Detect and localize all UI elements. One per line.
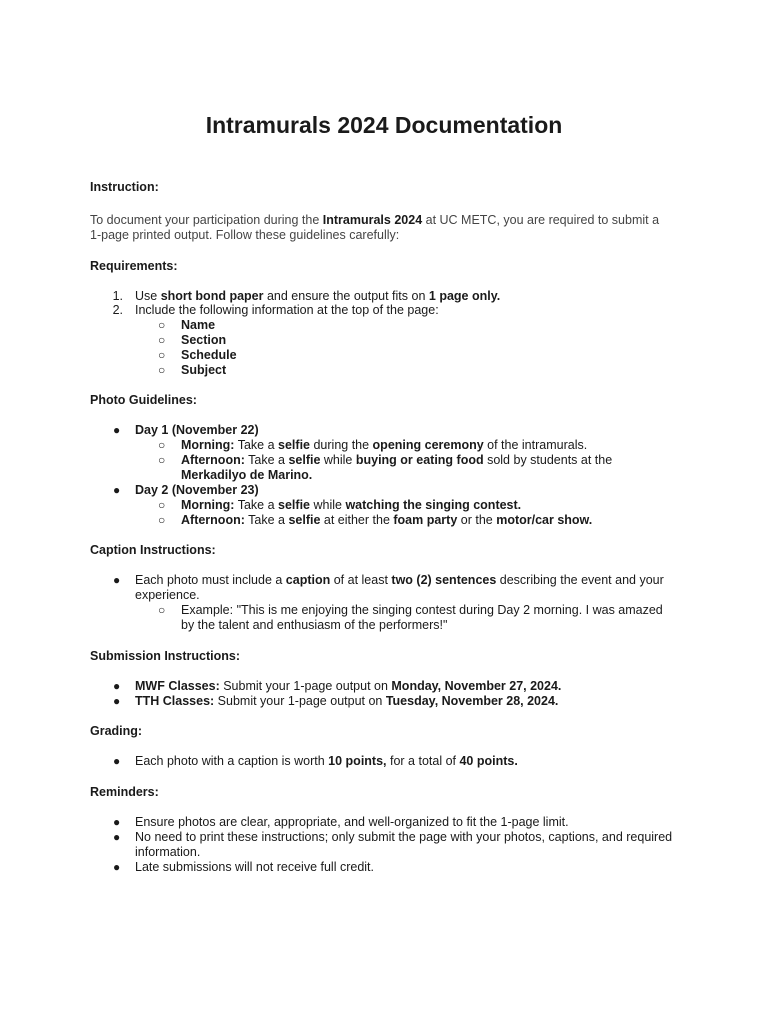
bullet-icon: ● [113, 694, 121, 708]
sub-item: Name [181, 318, 216, 332]
day-1-afternoon-cont: Merkadilyo de Marino. [181, 468, 313, 482]
tth-item: TTH Classes: Submit your 1-page output on Tuesday, November 28, 2024. [135, 694, 559, 708]
reminder-item-3: Late submissions will not receive full credit. [135, 860, 374, 874]
sub-item: Section [181, 333, 227, 347]
instruction-line-1: To document your participation during the Intramurals 2024 at UC METC, you are required to submit a [90, 213, 660, 227]
requirement-item-1: Use short bond paper and ensure the output fits on 1 page only. [135, 289, 501, 303]
reminder-item-1: Ensure photos are clear, appropriate, and well-organized to fit the 1-page limit. [135, 815, 569, 829]
bullet-icon: ● [113, 423, 121, 437]
list-number: 2. [112, 303, 123, 317]
circle-bullet-icon: ○ [158, 348, 166, 362]
photo-guidelines-heading: Photo Guidelines: [90, 393, 197, 407]
bullet-icon: ● [113, 830, 121, 844]
circle-bullet-icon: ○ [158, 333, 166, 347]
sub-item: Subject [181, 363, 227, 377]
bullet-icon: ● [113, 679, 121, 693]
caption-example: Example: "This is me enjoying the singing contest during Day 2 morning. I was amazed [181, 603, 663, 617]
circle-bullet-icon: ○ [158, 438, 166, 452]
mwf-item: MWF Classes: Submit your 1-page output on Monday, November 27, 2024. [135, 679, 562, 693]
day-1-morning: Morning: Take a selfie during the opening ceremony of the intramurals. [181, 438, 588, 452]
bullet-icon: ● [113, 754, 121, 768]
bullet-icon: ● [113, 815, 121, 829]
reminder-item-2: No need to print these instructions; only submit the page with your photos, captions, and required [135, 830, 673, 844]
submission-heading: Submission Instructions: [90, 649, 241, 663]
bullet-icon: ● [113, 573, 121, 587]
sub-item: Schedule [181, 348, 237, 362]
day-2-afternoon: Afternoon: Take a selfie at either the foam party or the motor/car show. [181, 513, 593, 527]
caption-item-cont: experience. [135, 588, 200, 602]
caption-heading: Caption Instructions: [90, 543, 216, 557]
grading-heading: Grading: [90, 724, 143, 738]
list-number: 1. [112, 289, 123, 303]
bullet-icon: ● [113, 860, 121, 874]
day-2-morning: Morning: Take a selfie while watching the singing contest. [181, 498, 522, 512]
circle-bullet-icon: ○ [158, 513, 166, 527]
circle-bullet-icon: ○ [158, 318, 166, 332]
day-1-afternoon: Afternoon: Take a selfie while buying or eating food sold by students at the [181, 453, 613, 467]
caption-example-cont: by the talent and enthusiasm of the performers!" [181, 618, 448, 632]
instruction-line-2: 1-page printed output. Follow these guidelines carefully: [90, 228, 400, 242]
day-2-item: Day 2 (November 23) [135, 483, 259, 497]
day-1-item: Day 1 (November 22) [135, 423, 259, 437]
requirements-heading: Requirements: [90, 259, 178, 273]
circle-bullet-icon: ○ [158, 453, 166, 467]
bullet-icon: ● [113, 483, 121, 497]
caption-item: Each photo must include a caption of at least two (2) sentences describing the event and your [135, 573, 664, 587]
reminders-heading: Reminders: [90, 785, 159, 799]
grading-item: Each photo with a caption is worth 10 points, for a total of 40 points. [135, 754, 518, 768]
circle-bullet-icon: ○ [158, 603, 166, 617]
circle-bullet-icon: ○ [158, 363, 166, 377]
page-title: Intramurals 2024 Documentation [205, 112, 563, 138]
reminder-item-2-cont: information. [135, 845, 201, 859]
instruction-heading: Instruction: [90, 180, 159, 194]
requirement-item-2: Include the following information at the top of the page: [135, 303, 439, 317]
circle-bullet-icon: ○ [158, 498, 166, 512]
